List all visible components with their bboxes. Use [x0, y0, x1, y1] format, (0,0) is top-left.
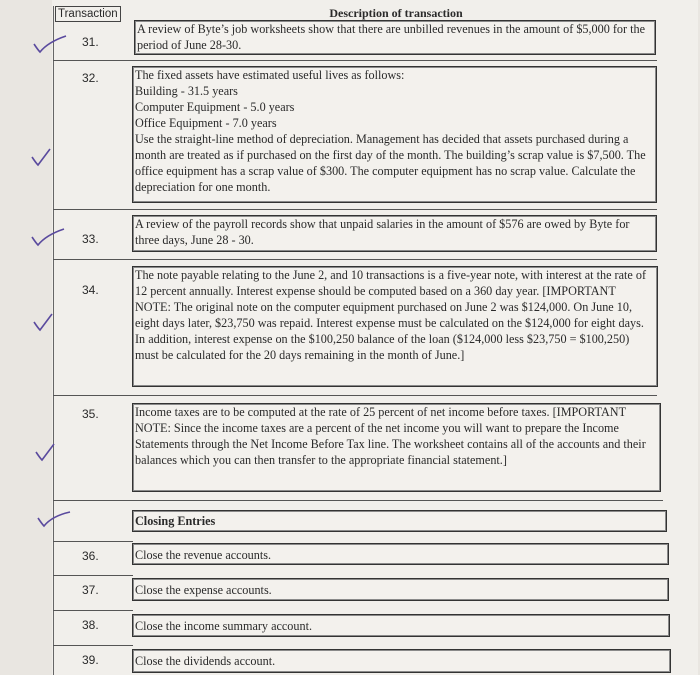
transaction-column-header: Transaction	[55, 6, 121, 22]
row-33-text: A review of the payroll records show that unpaid salaries in the amount of $576 are owed by Byte for three days, June 28 - 30.	[135, 217, 630, 247]
check-mark-icon	[34, 508, 74, 538]
row-39-text: Close the dividends account.	[135, 654, 276, 668]
row-31-text: A review of Byte’s job worksheets show that there are unbilled revenues in the amount of $5,000 for the period of June 28-30.	[137, 22, 646, 52]
check-mark-icon	[30, 310, 60, 340]
row-33-description	[132, 215, 657, 252]
row-32-line-3: Computer Equipment - 5.0 years	[135, 100, 295, 114]
row-38-text: Close the income summary account.	[135, 619, 313, 633]
row-32-line-2: Building - 31.5 years	[135, 84, 238, 98]
row-31-description	[134, 20, 656, 55]
row-32-line-5: Use the straight-line method of depreciation. Management has decided that assets purchased during a month are treated as if purchased on the first day of the month. The building’s scrap value is $7,500. The office equipment has a scrap value of $300. The computer equipment has no scrap value. Calculate the depreciation for one month.	[135, 132, 646, 194]
description-column-header: Description of transaction	[329, 6, 463, 20]
row-number-32: 32.	[82, 71, 99, 85]
row-36-description	[132, 543, 669, 565]
row-38-description	[132, 614, 670, 637]
check-mark-icon	[28, 145, 58, 175]
row-34-text: The note payable relating to the June 2, and 10 transactions is a five-year note, with interest at the rate of 12 percent annually. Interest expense should be computed based on a 360 day year. [IMPORTANT NOTE: The original note on the computer equipment purchased on June 2 was $124,000. On June 10, eight days later, $23,750 was repaid. Interest expense must be calculated on the $124,000 for eight days. In addition, interest expense on the $100,250 balance of the loan ($124,000 less $23,750 = $100,250) must be calculated for the 20 days remaining in the month of June.]	[135, 268, 647, 362]
row-number-34: 34.	[82, 283, 99, 297]
row-number-33: 33.	[82, 232, 99, 246]
row-34-description	[132, 266, 658, 387]
row-number-31: 31.	[82, 35, 99, 49]
row-number-36: 36.	[82, 549, 99, 563]
row-32-line-1: The fixed assets have estimated useful lives as follows:	[135, 68, 405, 82]
row-37-description	[132, 578, 669, 601]
closing-entries-text: Closing Entries	[135, 514, 216, 528]
row-number-38: 38.	[82, 618, 99, 632]
check-mark-icon	[28, 225, 68, 255]
check-mark-icon	[30, 30, 70, 60]
row-35-text: Income taxes are to be computed at the rate of 25 percent of net income before taxes. [IMPORTANT NOTE: Since the income taxes are a percent of the net income you will want to prepare the Income Statements through the Net Income Before Tax line. The worksheet contains all of the accounts and their balances which you can then transfer to the appropriate financial statement.]	[135, 405, 646, 467]
check-mark-icon	[32, 440, 62, 470]
row-36-text: Close the revenue accounts.	[135, 548, 272, 562]
row-35-description	[132, 403, 661, 492]
closing-entries-heading	[132, 510, 667, 532]
row-32-line-4: Office Equipment - 7.0 years	[135, 116, 277, 130]
row-number-35: 35.	[82, 407, 99, 421]
row-number-37: 37.	[82, 583, 99, 597]
row-39-description	[132, 649, 671, 673]
row-32-description	[132, 66, 657, 203]
row-number-39: 39.	[82, 653, 99, 667]
row-37-text: Close the expense accounts.	[135, 583, 272, 597]
